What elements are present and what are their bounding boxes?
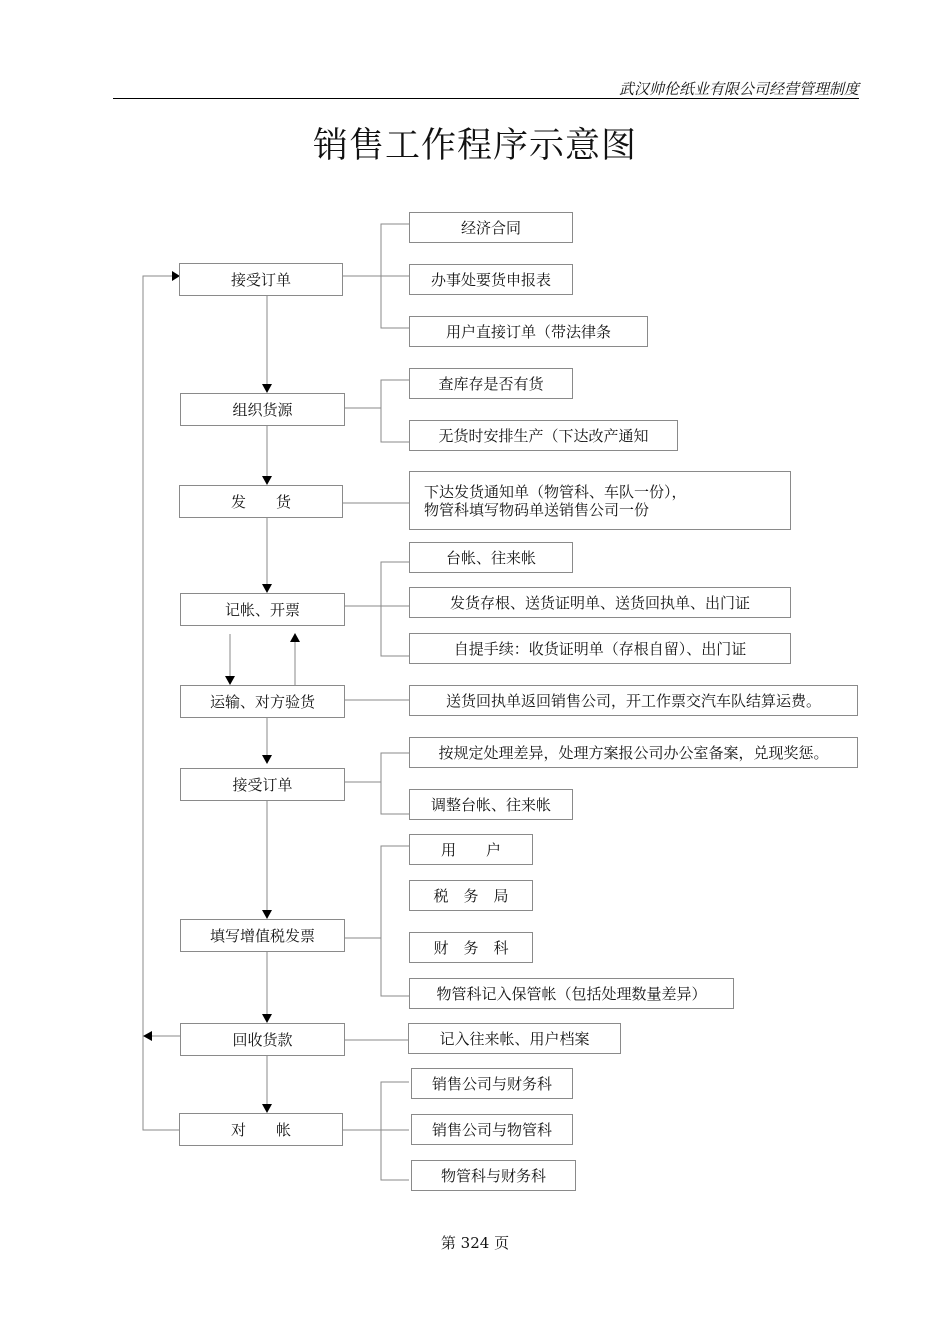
note-ledger-accounts: 台帐、往来帐 bbox=[409, 542, 573, 573]
note-direct-user-order: 用户直接订单（带法律条 bbox=[409, 316, 648, 347]
step-ship-goods: 发 货 bbox=[179, 485, 343, 518]
note-delivery-receipt-return: 送货回执单返回销售公司，开工作票交汽车队结算运费。 bbox=[409, 685, 858, 716]
arrow-head bbox=[262, 384, 272, 393]
arrow-head bbox=[262, 1104, 272, 1113]
note-shipping-notice-line-2: 物管科填写物码单送销售公司一份 bbox=[424, 500, 650, 519]
note-shipping-notice bbox=[409, 471, 791, 530]
note-invoice-tax-bureau: 税 务 局 bbox=[409, 880, 533, 911]
note-sales-finance: 销售公司与财务科 bbox=[411, 1068, 573, 1099]
note-custody-ledger: 物管科记入保管帐（包括处理数量差异） bbox=[409, 978, 734, 1009]
arrow-head bbox=[262, 1014, 272, 1023]
step-reconcile: 对 帐 bbox=[179, 1113, 343, 1146]
note-shipping-notice-line-1: 下达发货通知单（物管科、车队一份）， bbox=[424, 482, 687, 501]
arrow-head bbox=[225, 676, 235, 685]
page-title: 销售工作程序示意图 bbox=[312, 126, 637, 166]
arrow-head bbox=[290, 633, 300, 642]
feedback-loop-line bbox=[143, 276, 180, 1130]
step-transport-inspection: 运输、对方验货 bbox=[180, 685, 345, 718]
step-receive-order: 接受订单 bbox=[179, 263, 343, 296]
arrow-head bbox=[262, 755, 272, 764]
step-receive-order-2: 接受订单 bbox=[180, 768, 345, 801]
note-shipping-documents: 发货存根、送货证明单、送货回执单、出门证 bbox=[409, 587, 791, 618]
arrow-head bbox=[143, 1031, 152, 1041]
arrow-head bbox=[262, 584, 272, 593]
document-header: 武汉帅伦纸业有限公司经营管理制度 bbox=[618, 80, 859, 98]
note-invoice-finance-dept: 财 务 科 bbox=[409, 932, 533, 963]
step-bookkeeping-invoice: 记帐、开票 bbox=[180, 593, 345, 626]
page-number: 第 324 页 bbox=[440, 1234, 510, 1252]
note-handle-discrepancy: 按规定处理差异，处理方案报公司办公室备案，兑现奖惩。 bbox=[409, 737, 858, 768]
step-collect-payment: 回收货款 bbox=[180, 1023, 345, 1056]
note-adjust-ledger: 调整台帐、往来帐 bbox=[409, 789, 573, 820]
step-organize-supply: 组织货源 bbox=[180, 393, 345, 426]
step-fill-vat-invoice: 填写增值税发票 bbox=[180, 919, 345, 952]
note-check-inventory: 查库存是否有货 bbox=[409, 368, 573, 399]
note-arrange-production: 无货时安排生产（下达改产通知 bbox=[409, 420, 678, 451]
note-self-pickup: 自提手续：收货证明单（存根自留）、出门证 bbox=[409, 633, 791, 664]
note-economic-contract: 经济合同 bbox=[409, 212, 573, 243]
arrow-head bbox=[262, 476, 272, 485]
note-receivables-archive: 记入往来帐、用户档案 bbox=[408, 1023, 621, 1054]
note-office-request-form: 办事处要货申报表 bbox=[409, 264, 573, 295]
arrow-head bbox=[262, 910, 272, 919]
note-invoice-user: 用 户 bbox=[409, 834, 533, 865]
note-sales-materials: 销售公司与物管科 bbox=[411, 1114, 573, 1145]
note-materials-finance: 物管科与财务科 bbox=[411, 1160, 576, 1191]
